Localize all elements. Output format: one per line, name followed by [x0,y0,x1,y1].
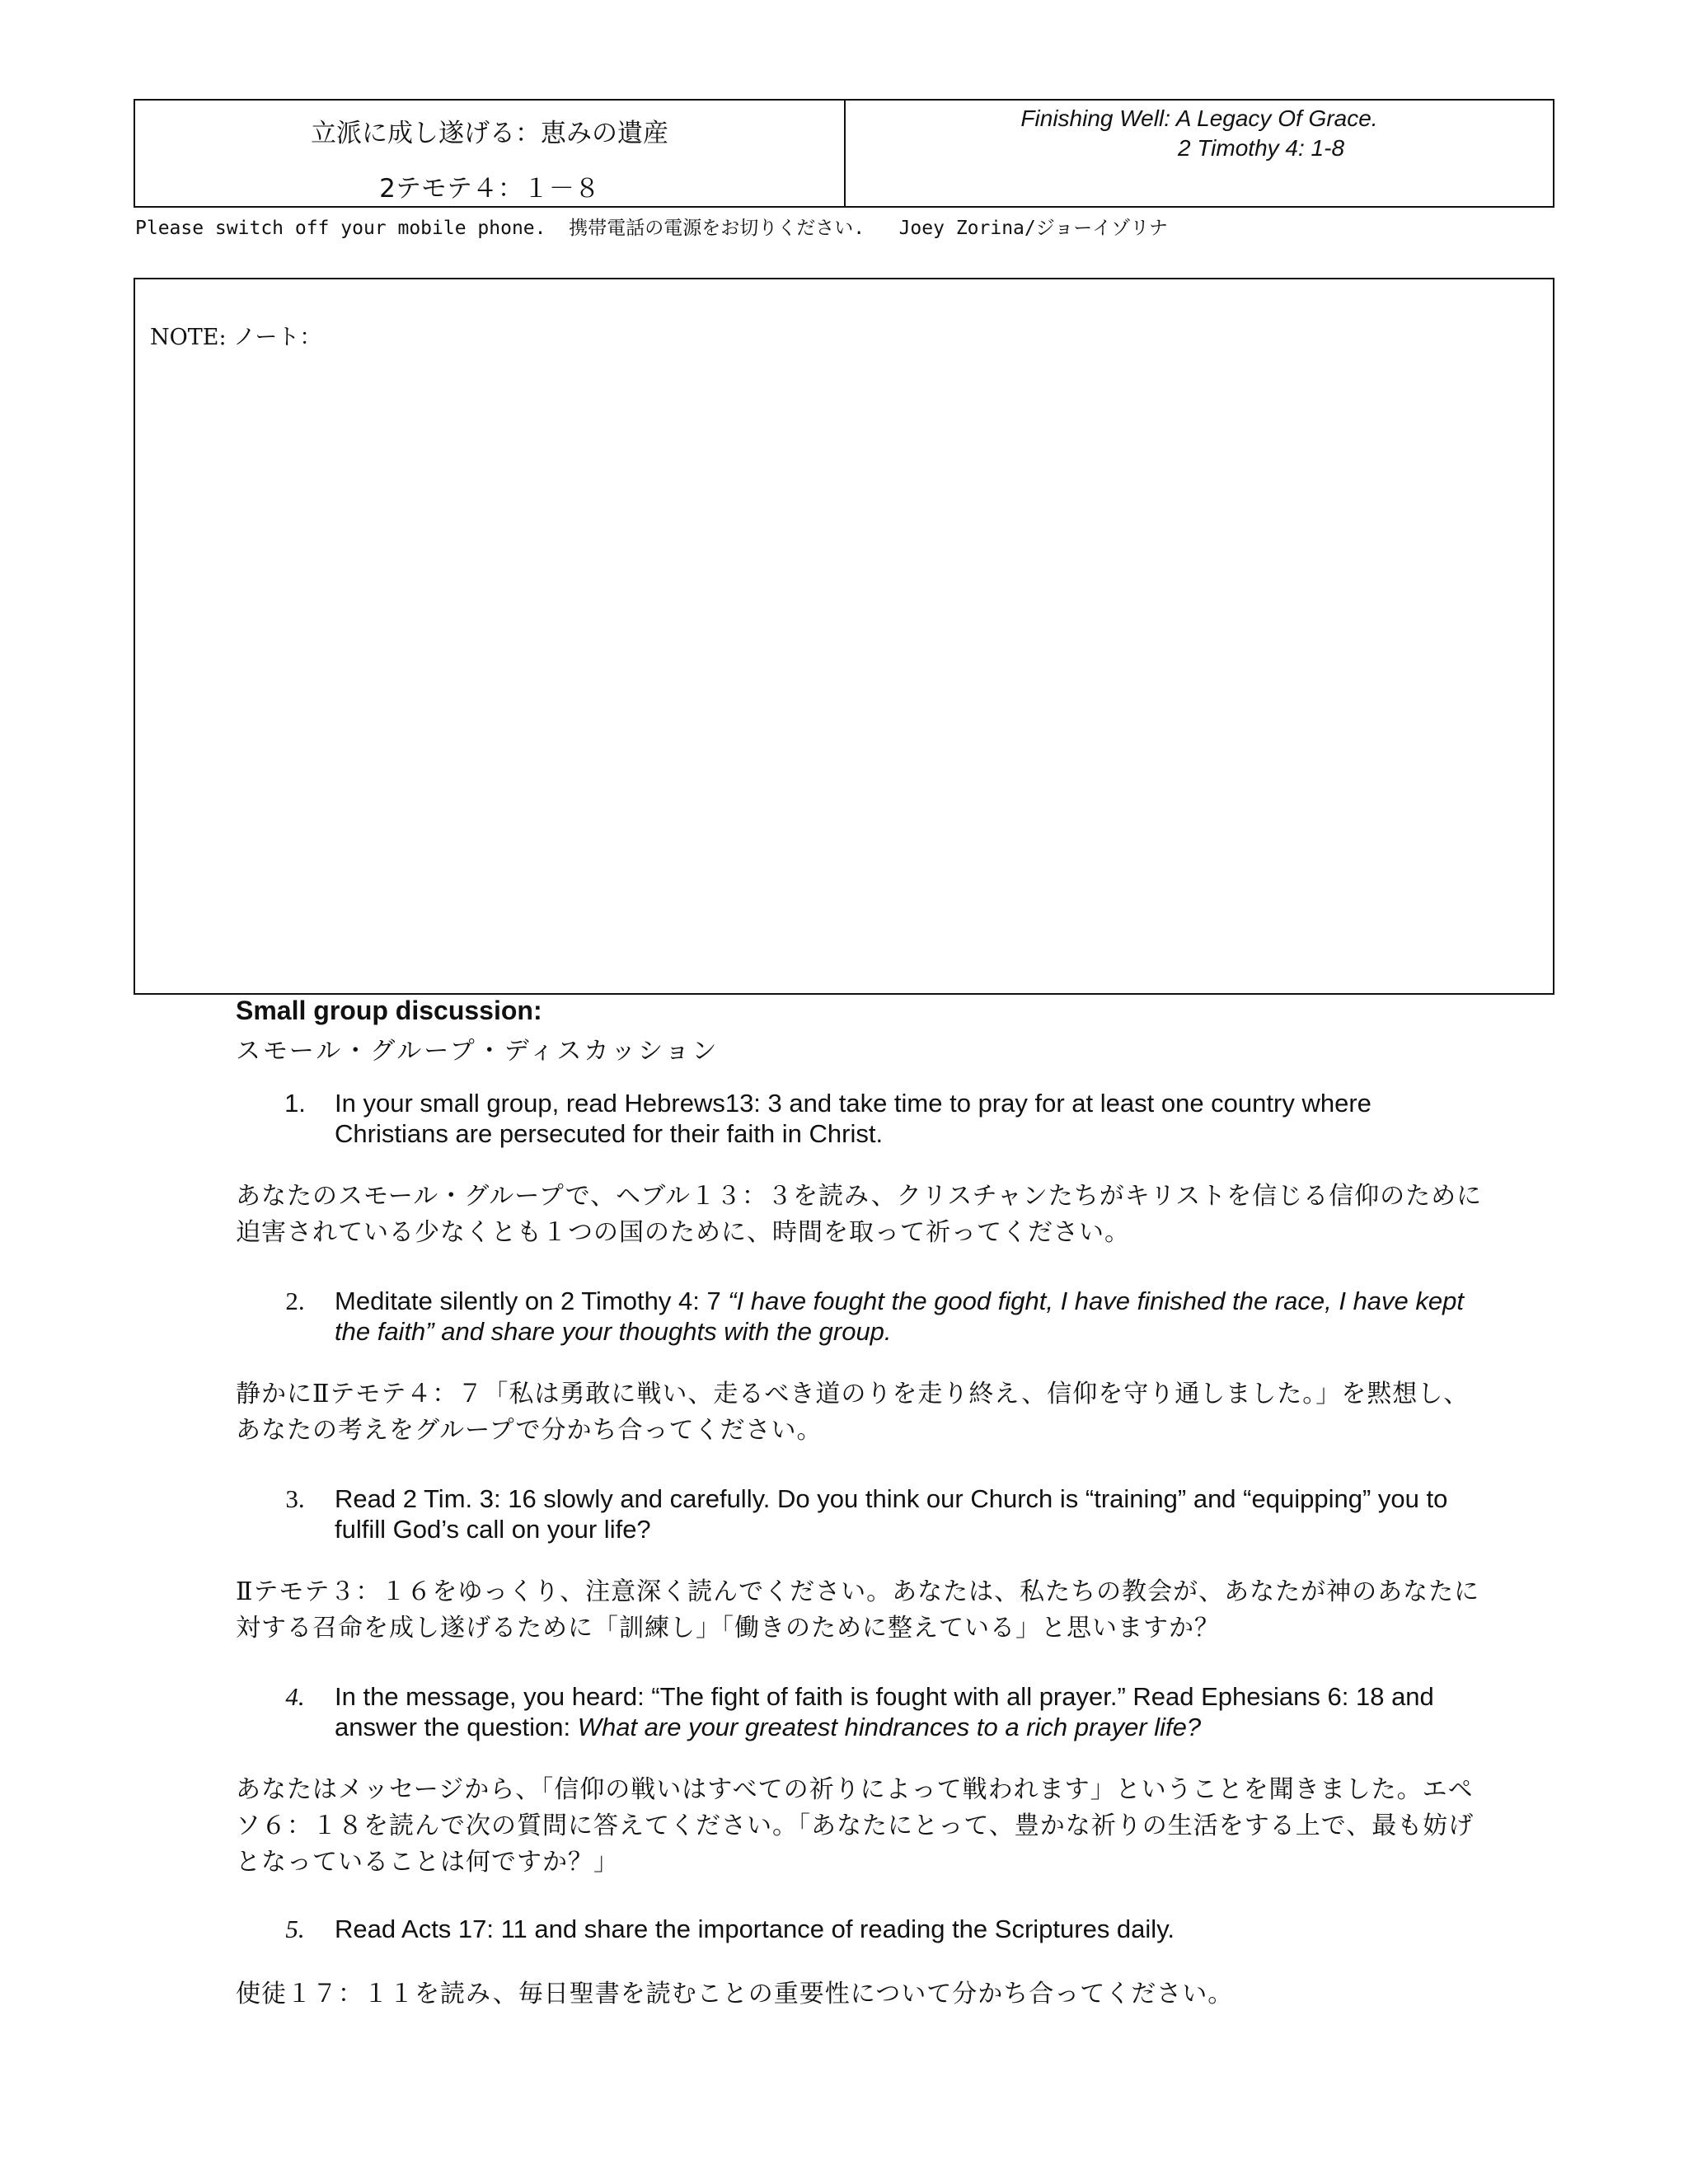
question-1-japanese: あなたのスモール・グループで、ヘブル１３：３を読み、クリスチャンたちがキリストを信じる信仰のために迫害されている少なくとも１つの国のために、時間を取って祈ってください。 [236,1182,1483,1247]
question-1 [280,1088,1467,1149]
question-text: In the message, you heard: “The fight of faith is fought with all prayer.” Read Ephesians 6: 18 and answer the question: What are your greatest hindrances to a rich prayer life? [335,1682,1434,1741]
question-text: In your small group, read Hebrews13: 3 and take time to pray for at least one country where Christians are persecuted for their faith in Christ. [335,1089,1372,1148]
notes-box [134,278,1554,995]
small-group-title: Small group discussion: [236,996,542,1025]
question-4-japanese: あなたはメッセージから、「信仰の戦いはすべての祈りによって戦われます」ということを聞きました。エペソ６：１８を読んで次の質問に答えてください。「あなたにとって、豊かな祈りの生活をする上で、最も妨げとなっていることは何ですか？」 [236,1775,1475,1877]
header-english-cell [846,101,1553,206]
question-number: 2. [285,1286,305,1315]
english-scripture-reference: 2 Timothy 4: 1-8 [1177,135,1345,161]
small-group-title-japanese: スモール・グループ・ディスカッション [236,1037,720,1066]
question-number: 5. [285,1915,305,1943]
japanese-title: 立派に成し遂げる：恵みの遺産 [311,119,668,148]
english-title: Finishing Well: A Legacy Of Grace. [1020,105,1378,131]
question-text: Meditate silently on 2 Timothy 4: 7 “I have fought the good fight, I have finished the race, I have kept the faith” and share your thoughts with the group. [335,1286,1464,1346]
question-2 [280,1286,1467,1347]
question-number: 1. [284,1089,306,1118]
question-text: Read Acts 17: 11 and share the importance of reading the Scriptures daily. [335,1915,1175,1943]
question-number: 4. [285,1682,305,1711]
question-5-japanese: 使徒１７：１１を読み、毎日聖書を読むことの重要性について分かち合ってください。 [236,1980,1234,2008]
question-3-japanese: Ⅱテモテ３：１６をゆっくり、注意深く読んでください。あなたは、私たちの教会が、あなたが神のあなたに対する召命を成し遂げるために「訓練し」「働きのために整えている」と思いますか？ [236,1577,1480,1643]
header-table [134,99,1554,208]
question-5 [280,1914,1467,1944]
question-2-japanese: 静かにⅡテモテ４：７「私は勇敢に戦い、走るべき道のりを走り終え、信仰を守り通しました。」を黙想し、あなたの考えをグループで分かち合ってください。 [236,1380,1470,1445]
phone-notice: Please switch off your mobile phone. 携帯電話の電源をお切りください. Joey Zorina/ジョーイゾリナ [135,218,1168,239]
question-text: Read 2 Tim. 3: 16 slowly and carefully. Do you think our Church is “training” and “equipping” you to fulfill God’s call on your life? [335,1484,1448,1544]
question-4 [280,1681,1467,1742]
question-number: 3. [285,1484,305,1513]
header-japanese-cell [135,101,846,206]
japanese-scripture-reference: 2テモテ４：１－８ [379,174,600,204]
notes-label: NOTE: ノート： [150,325,322,350]
question-3 [280,1483,1467,1544]
